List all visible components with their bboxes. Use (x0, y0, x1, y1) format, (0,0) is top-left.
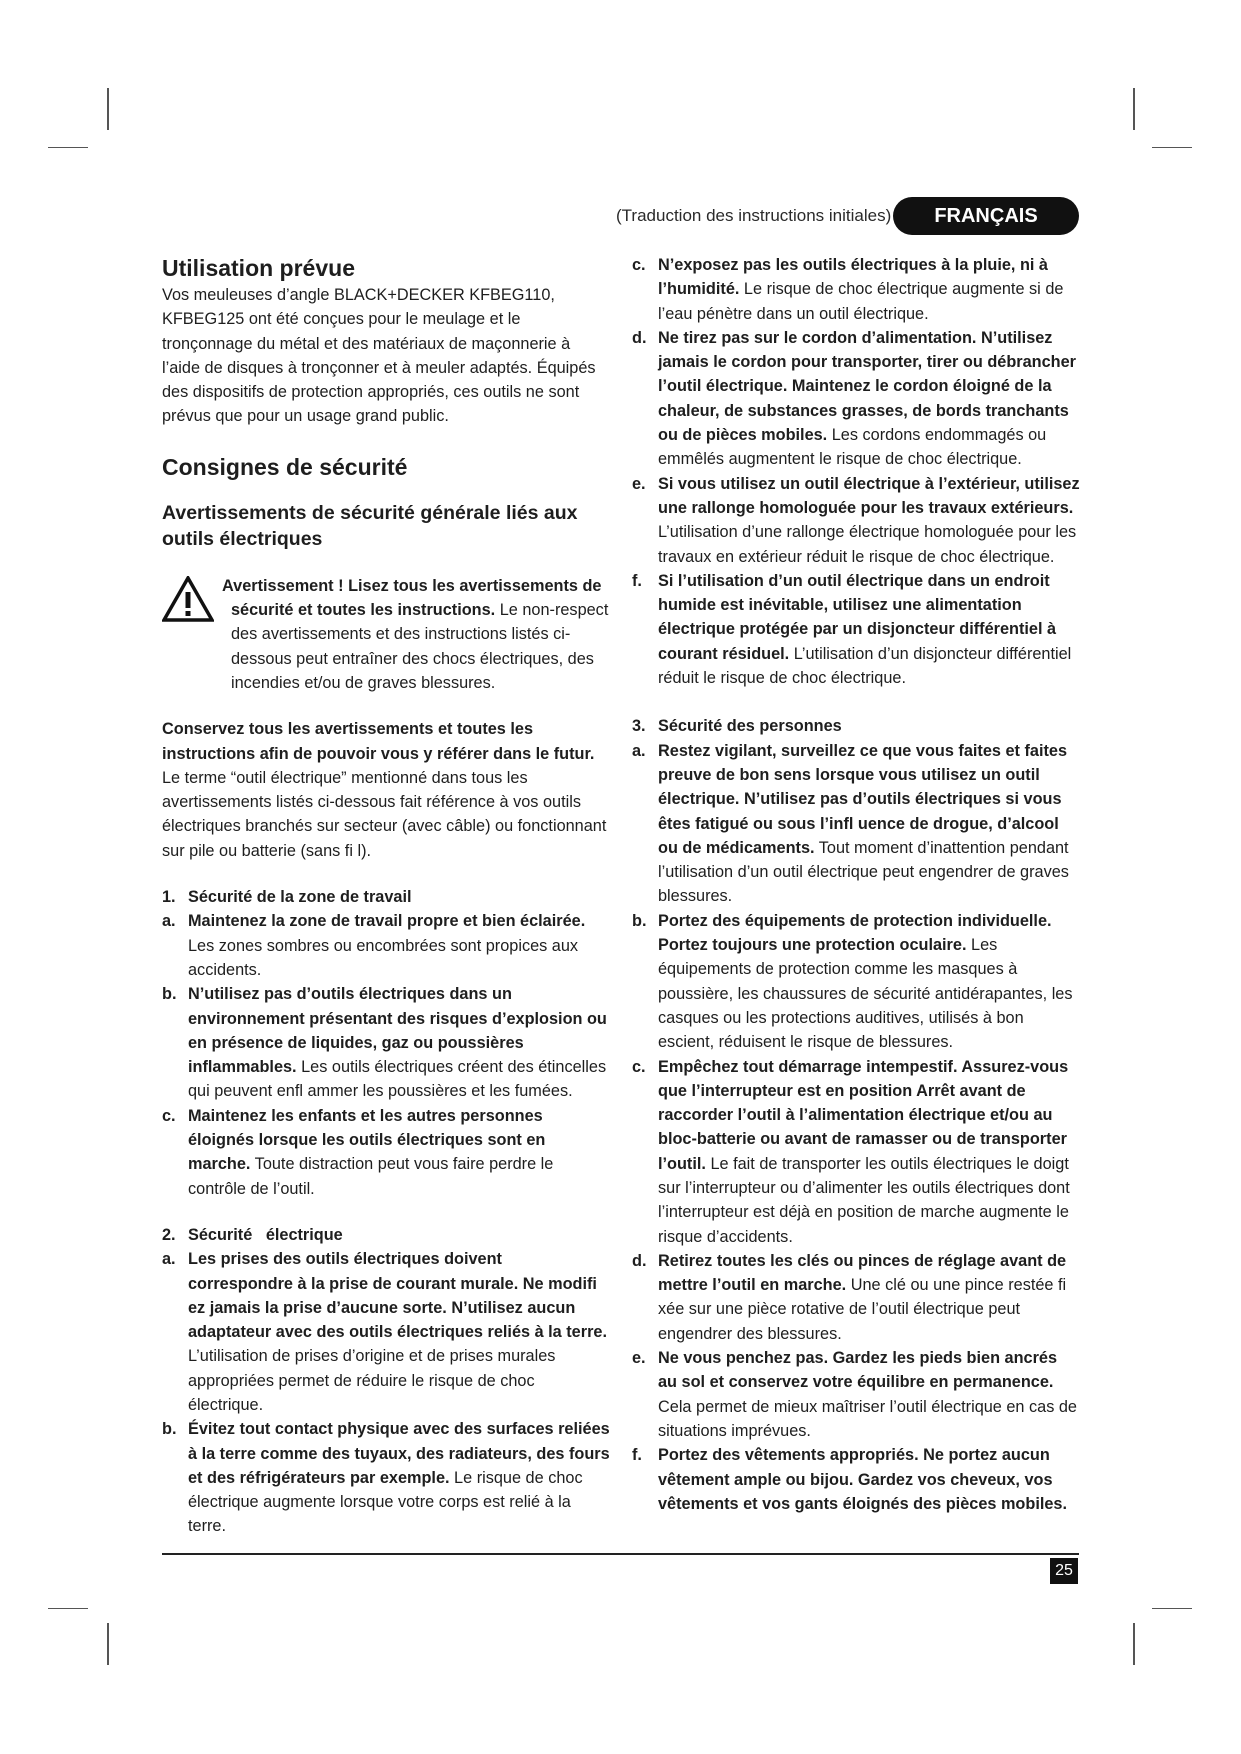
page-number: 25 (1050, 1558, 1078, 1584)
section-heading-work-area: 1. Sécurité de la zone de travail (162, 888, 412, 907)
list-item: d. Ne tirez pas sur le cordon d’alimentation. N’utilisez jamais le cordon pour transporter, tirer ou débrancher l’outil électrique. Maintenez le cordon éloigné de la chaleur, de substances grasses, de bords tranchants ou de pièces mobiles. Les cordons endommagés ou emmêlés augmentent le risque de choc électrique. (632, 328, 1076, 469)
keep-instructions-text: Le terme “outil électrique” mentionné dans tous les avertissements listés ci-dessous fait référence à vos outils électriques branchés sur secteur (avec câble) ou fonctionnant sur pile ou batterie (sans fi l). (162, 768, 607, 860)
translation-note: (Traduction des instructions initiales) (616, 206, 892, 225)
list-item: d. Retirez toutes les clés ou pinces de réglage avant de mettre l’outil en marche. Une clé ou une pince restée fi xée sur une pièce rotative de l’outil électrique peut engendrer des blessures. (632, 1251, 1067, 1343)
left-column (162, 253, 610, 1539)
warning-bold-text: Avertissement ! Lisez tous les avertissements de sécurité et toutes les instructions. (222, 576, 602, 620)
list-item: a. Les prises des outils électriques doivent correspondre à la prise de courant murale. Ne modifi ez jamais la prise d’aucune sorte. N’utilisez aucun adaptateur avec des outils électriques reliés à la terre. L’utilisation de prises d’origine et de prises murales appropriées permet de réduire le risque de choc électrique. (162, 1250, 607, 1414)
crop-mark (107, 88, 109, 130)
warning-block (162, 574, 610, 695)
list-item: e. Ne vous penchez pas. Gardez les pieds bien ancrés au sol et conservez votre équilibre en permanence. Cela permet de mieux maîtriser l’outil électrique en cas de situations imprévues. (632, 1349, 1077, 1440)
list-item: c. Empêchez tout démarrage intempestif. Assurez-vous que l’interrupteur est en position Arrêt avant de raccorder l’outil à l’alimentation électrique et/ou au bloc-batterie ou avant de ramasser ou de transporter l’outil. Le fait de transporter les outils électriques le doigt sur l’interrupteur ou d’alimenter les outils électriques dont l’interrupteur est déjà en position de marche augmente le risque d’accidents. (632, 1057, 1070, 1246)
safety-title: Consignes de sécurité (162, 453, 408, 480)
bottom-divider (162, 1553, 1079, 1555)
crop-mark (1152, 1608, 1192, 1609)
general-warnings-title: Avertissements de sécurité générale liés aux outils électriques (162, 501, 578, 550)
language-badge: FRANÇAIS (893, 197, 1079, 235)
crop-mark (1152, 147, 1192, 148)
crop-mark (1133, 1623, 1135, 1665)
right-column (632, 253, 1080, 1516)
intended-use-title: Utilisation prévue (162, 255, 355, 281)
list-item: e. Si vous utilisez un outil électrique à l’extérieur, utilisez une rallonge homologuée pour les travaux extérieurs. L’utilisation d’une rallonge électrique homologuée pour les travaux en extérieur réduit le risque de choc électrique. (632, 474, 1080, 566)
section-heading-personal-safety: 3. Sécurité des personnes (632, 717, 842, 736)
list-item: a. Maintenez la zone de travail propre et bien éclairée. Les zones sombres ou encombrées sont propices aux accidents. (162, 912, 586, 979)
list-item: b. Portez des équipements de protection individuelle. Portez toujours une protection oculaire. Les équipements de protection comme les masques à poussière, les chaussures de sécurité antidérapantes, les casques ou les protections auditives, utilisés à bon escient, réduisent le risque de blessures. (632, 911, 1073, 1052)
crop-mark (1133, 88, 1135, 130)
list-item: b. N’utilisez pas d’outils électriques dans un environnement présentant des risques d’explosion ou en présence de liquides, gaz ou poussières inflammables. Les outils électriques créent des étincelles qui peuvent enfl ammer les poussières et les fumées. (162, 985, 607, 1101)
list-item: b. Évitez tout contact physique avec des surfaces reliées à la terre comme des tuyaux, des radiateurs, des fours et des réfrigérateurs par exemple. Le risque de choc électrique augmente lorsque votre corps est relié à la terre. (162, 1420, 610, 1536)
list-item: a. Restez vigilant, surveillez ce que vous faites et faites preuve de bon sens lorsque vous utilisez un outil électrique. N’utilisez pas d’outils électriques si vous êtes fatigué ou sous l’infl uence de drogue, d’alcool ou de médicaments. Tout moment d’inattention pendant l’utilisation d’un outil électrique peut engendrer de graves blessures. (632, 741, 1069, 906)
section-heading-electrical: 2. Sécurité électrique (162, 1225, 343, 1244)
intended-use-text: Vos meuleuses d’angle BLACK+DECKER KFBEG110, KFBEG125 ont été conçues pour le meulage et le tronçonnage du métal et des matériaux de maçonnerie à l’aide de disques à tronçonner et à meuler adaptés. Équipés des dispositifs de protection appropriés, ces outils ne sont prévus que pour un usage grand public. (162, 286, 596, 426)
keep-instructions-bold: Conservez tous les avertissements et toutes les instructions afin de pouvoir vous y référer dans le futur. (162, 720, 595, 763)
crop-mark (107, 1623, 109, 1665)
list-item: f. Si l’utilisation d’un outil électrique dans un endroit humide est inévitable, utilisez une alimentation électrique protégée par un disjoncteur différentiel à courant résiduel. L’utilisation d’un disjoncteur différentiel réduit le risque de choc électrique. (632, 571, 1072, 688)
crop-mark (48, 147, 88, 148)
warning-triangle-icon (162, 576, 214, 622)
warning-text: Le non-respect des avertissements et des instructions listés ci-dessous peut entraîner des chocs électriques, des incendies et/ou de graves blessures. (231, 601, 609, 692)
crop-mark (48, 1608, 88, 1609)
list-item: c. N’exposez pas les outils électriques à la pluie, ni à l’humidité. Le risque de choc électrique augmente si de l’eau pénètre dans un outil électrique. (632, 256, 1064, 323)
list-item: c. Maintenez les enfants et les autres personnes éloignés lorsque les outils électriques sont en marche. Toute distraction peut vous faire perdre le contrôle de l’outil. (162, 1106, 554, 1198)
list-item: f. Portez des vêtements appropriés. Ne portez aucun vêtement ample ou bijou. Gardez vos cheveux, vos vêtements et vos gants éloignés des pièces mobiles. (632, 1446, 1067, 1513)
